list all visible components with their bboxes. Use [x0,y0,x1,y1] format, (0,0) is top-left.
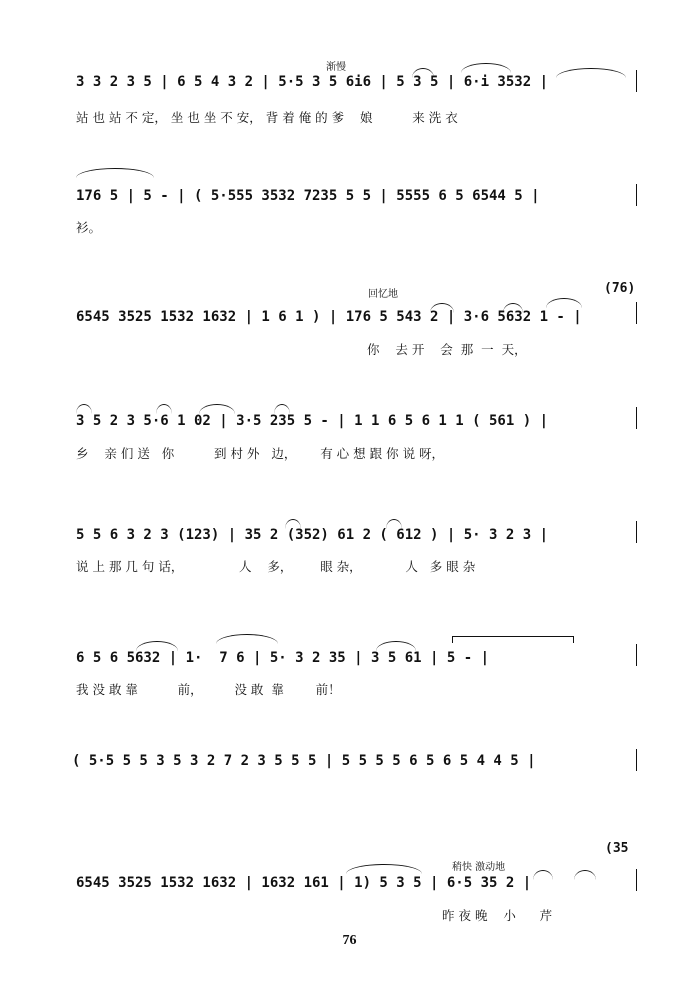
barline [636,644,637,666]
lyric-text: 说 上 那 几 句 话， 人 多， 眼 杂， 人 多 眼 杂 [76,559,476,574]
lyric-line [0,218,699,238]
slur [461,63,511,73]
lyric-text: 乡 亲 们 送 你 到 村 外 边， 有 心 想 跟 你 说 呀， [76,446,445,461]
notation-line [0,413,699,435]
barline [636,869,637,891]
notation-text: 6545 3525 1532 1632 | 1 6 1 ) | 176 5 543 2 | 3·6 5632 1 - | [76,309,582,325]
tempo-marking: 回忆地 [368,289,398,300]
lyric-text: 你 去 开 会 那 一 天， [367,342,527,357]
slur [503,303,523,313]
lyric-line [0,444,699,464]
lyric-text: 昨 夜 晚 小 芹 [442,908,553,923]
notation-line [0,527,699,549]
notation-text: 3 3 2 3 5 | 6 5 4 3 2 | 5·5 3 5 6i6 | 5 3 5 | 6·i 3532 | [76,74,549,90]
notation-line [0,753,699,775]
barline [636,521,637,543]
measure-number: (35 [605,841,629,856]
lyric-line [0,340,699,360]
slur [556,68,626,78]
barline [636,302,637,324]
lyric-line [0,108,699,128]
lyric-text: 衫。 [76,220,102,235]
tempo-marking: 稍快 激动地 [452,862,506,873]
barline [636,749,637,771]
lyric-text: 站 也 站 不 定， 坐 也 坐 不 安， 背 着 俺 的 爹 娘 来 洗 衣 [76,110,458,125]
lyric-line [0,680,699,700]
slur [452,636,574,643]
notation-line [0,309,699,331]
notation-text: 6 5 6 5632 | 1· 7 6 | 5· 3 2 35 | 3 5 61 | 5 - | [76,650,490,666]
lyric-text: 我 没 敢 靠 前， 没 敢 靠 前！ [76,682,341,697]
lyric-line [0,906,699,926]
slur [430,303,454,313]
slur [76,168,154,178]
lyric-line [0,557,699,577]
slur [216,634,278,644]
notation-text: 176 5 | 5 - | ( 5·555 3532 7235 5 5 | 5555 6 5 6544 5 | [76,188,540,204]
slur [346,864,422,874]
notation-line [0,875,699,897]
notation-text: 5 5 6 3 2 3 (123) | 35 2 (352) 61 2 ( 612 ) | 5· 3 2 3 | [76,527,549,543]
notation-line [0,650,699,672]
notation-text: 6545 3525 1532 1632 | 1632 161 | 1) 5 3 5 | 6·5 35 2 | [76,875,532,891]
slur [412,68,434,78]
measure-number: (76) [604,281,636,296]
page-number: 76 [342,933,357,948]
notation-text: 3 5 2 3 5·6 1 02 | 3·5 235 5 - | 1 1 6 5 6 1 1 ( 561 ) | [76,413,549,429]
slur [546,298,582,308]
barline [636,184,637,206]
notation-line [0,188,699,210]
tempo-marking: 渐慢 [326,62,346,73]
barline [636,407,637,429]
barline [636,70,637,92]
notation-text: ( 5·5 5 5 3 5 3 2 7 2 3 5 5 5 | 5 5 5 5 6 5 6 5 4 4 5 | [72,753,536,769]
